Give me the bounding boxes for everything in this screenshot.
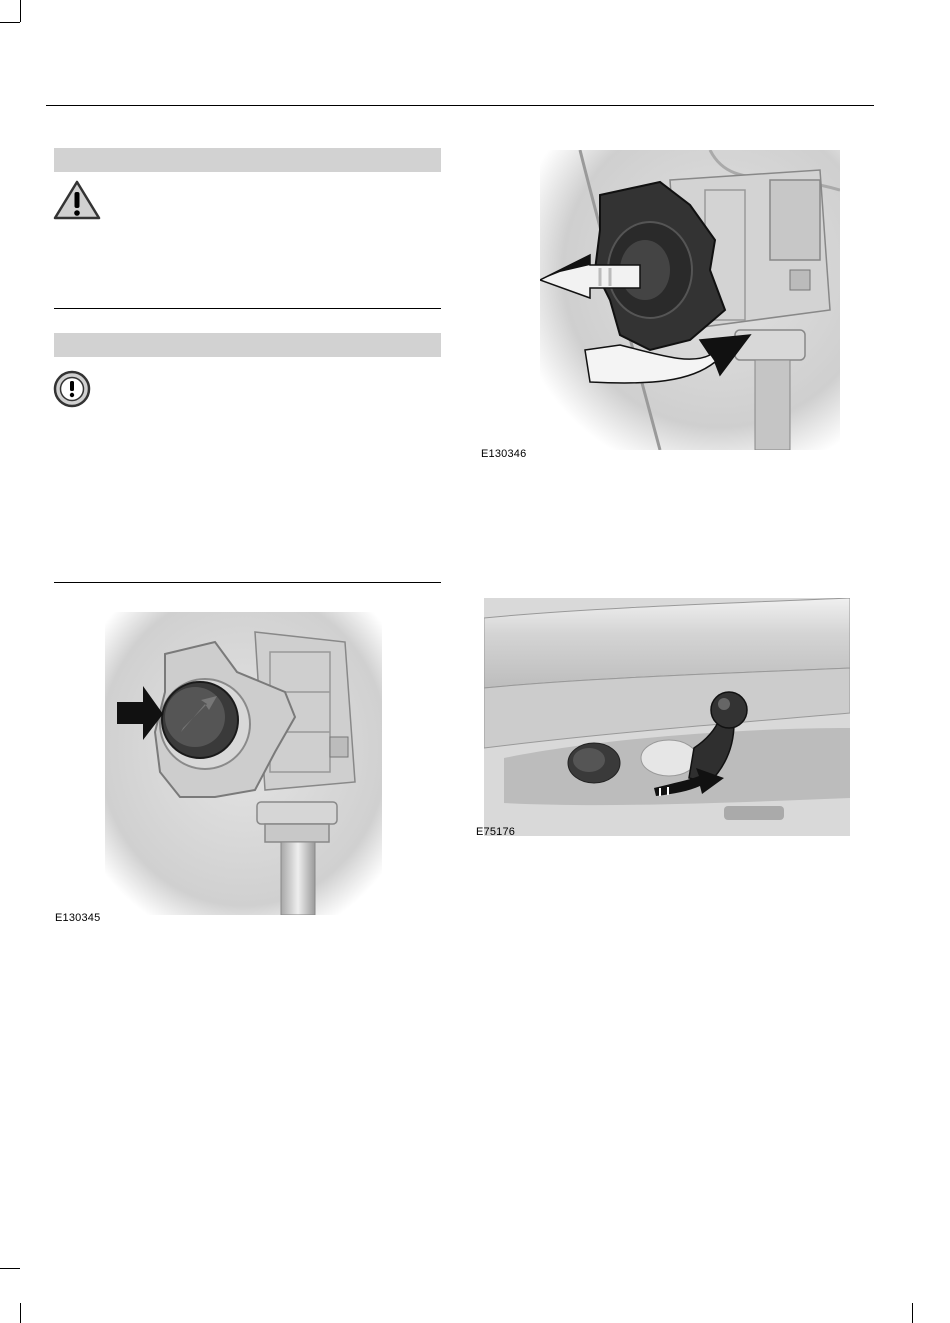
caution-circle-exclamation-icon [53,370,91,408]
figure-knob-push-arrow [105,612,382,915]
figure-code-1: E130345 [55,912,101,924]
figure-code-2: E130346 [481,448,527,460]
crop-mark-bottom-right [912,1303,913,1323]
header-rule [46,105,874,106]
crop-mark-bottom-left [20,1303,21,1323]
figure-knob-pull-turn [540,150,840,450]
warning-bottom-rule [54,308,441,309]
caution-bottom-rule [54,582,441,583]
caution-header-bar [54,333,441,357]
figure-code-3: E75176 [476,826,516,838]
figure-tow-ball-bumper [484,598,850,836]
crop-mark-top-left [20,0,21,22]
warning-header-bar [54,148,441,172]
crop-mark-bottom-left-horizontal [0,1268,20,1269]
warning-triangle-icon [53,180,101,220]
crop-mark-top-left-horizontal [0,22,20,23]
